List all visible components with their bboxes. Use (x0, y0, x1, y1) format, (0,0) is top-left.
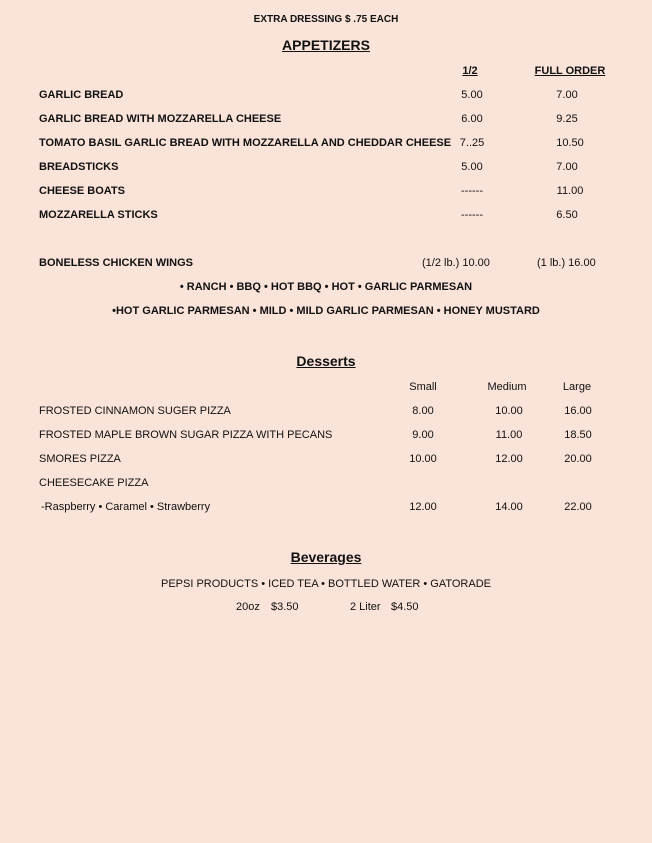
item-full-price: 11.00 (556, 185, 584, 197)
item-large-price: 16.00 (564, 405, 592, 417)
item-full-price: 9.25 (556, 113, 578, 125)
item-half-price: 7..25 (459, 137, 485, 149)
desserts-col-medium: Medium (487, 381, 527, 393)
item-name: SMORES PIZZA (39, 453, 121, 465)
item-half-price: ------ (461, 185, 483, 197)
appetizers-col-full: FULL ORDER (534, 65, 606, 77)
beverage-price-20oz: $3.50 (271, 601, 299, 613)
item-name: GARLIC BREAD (39, 89, 124, 101)
item-full-price: 6.50 (556, 209, 578, 221)
beverage-size-20oz: 20oz (236, 601, 260, 613)
item-large-price: 20.00 (564, 453, 592, 465)
item-medium-price: 10.00 (495, 405, 523, 417)
item-small-price: 10.00 (409, 453, 437, 465)
item-name: GARLIC BREAD WITH MOZZARELLA CHEESE (39, 113, 282, 125)
item-half-price: ------ (461, 209, 483, 221)
item-name: -Raspberry • Caramel • Strawberry (41, 501, 211, 513)
item-name: FROSTED MAPLE BROWN SUGAR PIZZA WITH PECANS (39, 429, 333, 441)
item-name: TOMATO BASIL GARLIC BREAD WITH MOZZARELLA AND CHEDDAR CHEESE (39, 137, 452, 149)
beverage-price-2liter: $4.50 (391, 601, 419, 613)
item-half-price: 6.00 (461, 113, 483, 125)
item-large-price: 22.00 (564, 501, 592, 513)
wings-full-price: (1 lb.) 16.00 (537, 257, 596, 269)
desserts-col-large: Large (562, 381, 592, 393)
item-name: CHEESE BOATS (39, 185, 125, 197)
item-medium-price: 11.00 (495, 429, 523, 441)
item-full-price: 7.00 (556, 161, 578, 173)
item-small-price: 9.00 (412, 429, 434, 441)
item-medium-price: 12.00 (495, 453, 523, 465)
wings-flavors-line2: •HOT GARLIC PARMESAN • MILD • MILD GARLIC PARMESAN • HONEY MUSTARD (112, 305, 540, 317)
item-half-price: 5.00 (461, 89, 483, 101)
item-name: BREADSTICKS (39, 161, 119, 173)
item-full-price: 7.00 (556, 89, 578, 101)
extra-dressing-note: EXTRA DRESSING $ .75 EACH (253, 14, 399, 25)
beverages-heading: Beverages (290, 549, 362, 565)
wings-flavors-line1: • RANCH • BBQ • HOT BBQ • HOT • GARLIC PARMESAN (179, 281, 473, 293)
item-full-price: 10.50 (556, 137, 584, 149)
desserts-heading: Desserts (296, 353, 356, 369)
appetizers-heading: APPETIZERS (282, 37, 370, 53)
beverage-size-2liter: 2 Liter (350, 601, 381, 613)
item-name: MOZZARELLA STICKS (39, 209, 158, 221)
item-large-price: 18.50 (564, 429, 592, 441)
appetizers-col-half: 1/2 (462, 65, 478, 77)
beverages-products: PEPSI PRODUCTS • ICED TEA • BOTTLED WATER • GATORADE (161, 578, 491, 590)
item-small-price: 8.00 (412, 405, 434, 417)
item-name: CHEESECAKE PIZZA (39, 477, 149, 489)
item-name: FROSTED CINNAMON SUGER PIZZA (39, 405, 231, 417)
wings-half-price: (1/2 lb.) 10.00 (422, 257, 490, 269)
wings-name: BONELESS CHICKEN WINGS (39, 257, 194, 269)
desserts-col-small: Small (409, 381, 437, 393)
item-medium-price: 14.00 (495, 501, 523, 513)
item-small-price: 12.00 (409, 501, 437, 513)
item-half-price: 5.00 (461, 161, 483, 173)
